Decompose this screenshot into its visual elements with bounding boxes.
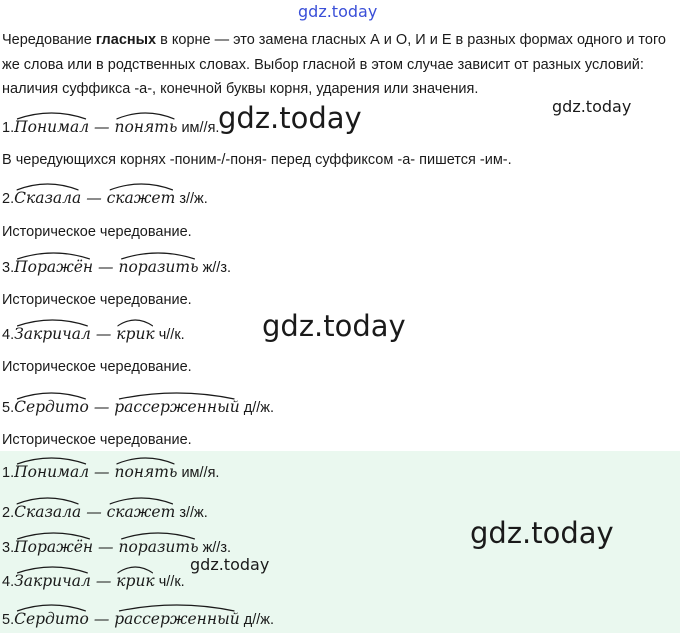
root-arc-icon <box>14 318 91 326</box>
root-arc-icon <box>116 565 154 573</box>
note-line: Историческое чередование. <box>2 359 192 375</box>
root-arc-icon <box>107 182 176 190</box>
alternation: им//я. <box>181 120 220 136</box>
root-arc-icon <box>14 251 93 259</box>
root-arc-icon <box>14 603 89 611</box>
summary-line-5: 5. Сердито — рассерженный д//ж. <box>2 609 274 630</box>
watermark-4: gdz.today <box>470 516 614 550</box>
root-arc-icon <box>116 318 154 326</box>
watermark-top: gdz.today <box>298 2 378 21</box>
watermark-3: gdz.today <box>262 309 406 343</box>
root-arc-icon <box>14 496 81 504</box>
example-line-4: 4. Закричал — крик ч//к. <box>2 324 185 345</box>
intro-paragraph <box>2 28 674 102</box>
example-line-5: 5. Сердито — рассерженный д//ж. <box>2 397 274 418</box>
intro-text-2: в корне — это замена гласных А и О, И и Е в разных формах одного и того же слова или в родственных словах. Выбор гласной в этом случае зависит от разных условий: наличия суффикса -а-, конечной буквы корня, ударения или значения. <box>2 32 666 97</box>
root-arc-icon <box>14 565 91 573</box>
root-arc-icon <box>114 456 177 464</box>
example-line-3: 3. Поражён — поразить ж//з. <box>2 257 231 278</box>
note-line: Историческое чередование. <box>2 432 192 448</box>
summary-line-2: 2. Сказала — скажет з//ж. <box>2 502 208 523</box>
watermark-2: gdz.today <box>552 97 632 116</box>
root-arc-icon <box>14 456 89 464</box>
root-arc-icon <box>118 251 198 259</box>
root-arc-icon <box>114 603 239 611</box>
root-arc-icon <box>118 531 198 539</box>
note-line: Историческое чередование. <box>2 292 192 308</box>
note-line: В чередующихся корнях -поним-/-поня- перед суффиксом -а- пишется -им-. <box>2 152 512 168</box>
example-line-2: 2. Сказала — скажет з//ж. <box>2 188 208 209</box>
root-arc-icon <box>14 182 81 190</box>
root-arc-icon <box>14 111 89 119</box>
root-word-1: Понимал <box>14 117 89 137</box>
watermark-1: gdz.today <box>218 101 362 135</box>
summary-line-3: 3. Поражён — поразить ж//з. <box>2 537 231 558</box>
root-arc-icon <box>114 391 239 399</box>
summary-line-4: 4. Закричал — крик ч//к. <box>2 571 185 592</box>
root-arc-icon <box>114 111 177 119</box>
intro-bold-term: гласных <box>95 32 157 48</box>
root-arc-icon <box>107 496 176 504</box>
note-line: Историческое чередование. <box>2 224 192 240</box>
summary-line-1: 1. Понимал — понять им//я. <box>2 462 219 483</box>
item-number: 1. <box>2 120 15 136</box>
root-arc-icon <box>14 391 89 399</box>
intro-text-1: Чередование <box>2 32 96 48</box>
example-line-1 <box>2 117 219 138</box>
root-arc-icon <box>14 531 93 539</box>
dash: — <box>89 118 115 136</box>
root-word-2: понять <box>114 117 177 137</box>
watermark-5: gdz.today <box>190 555 270 574</box>
